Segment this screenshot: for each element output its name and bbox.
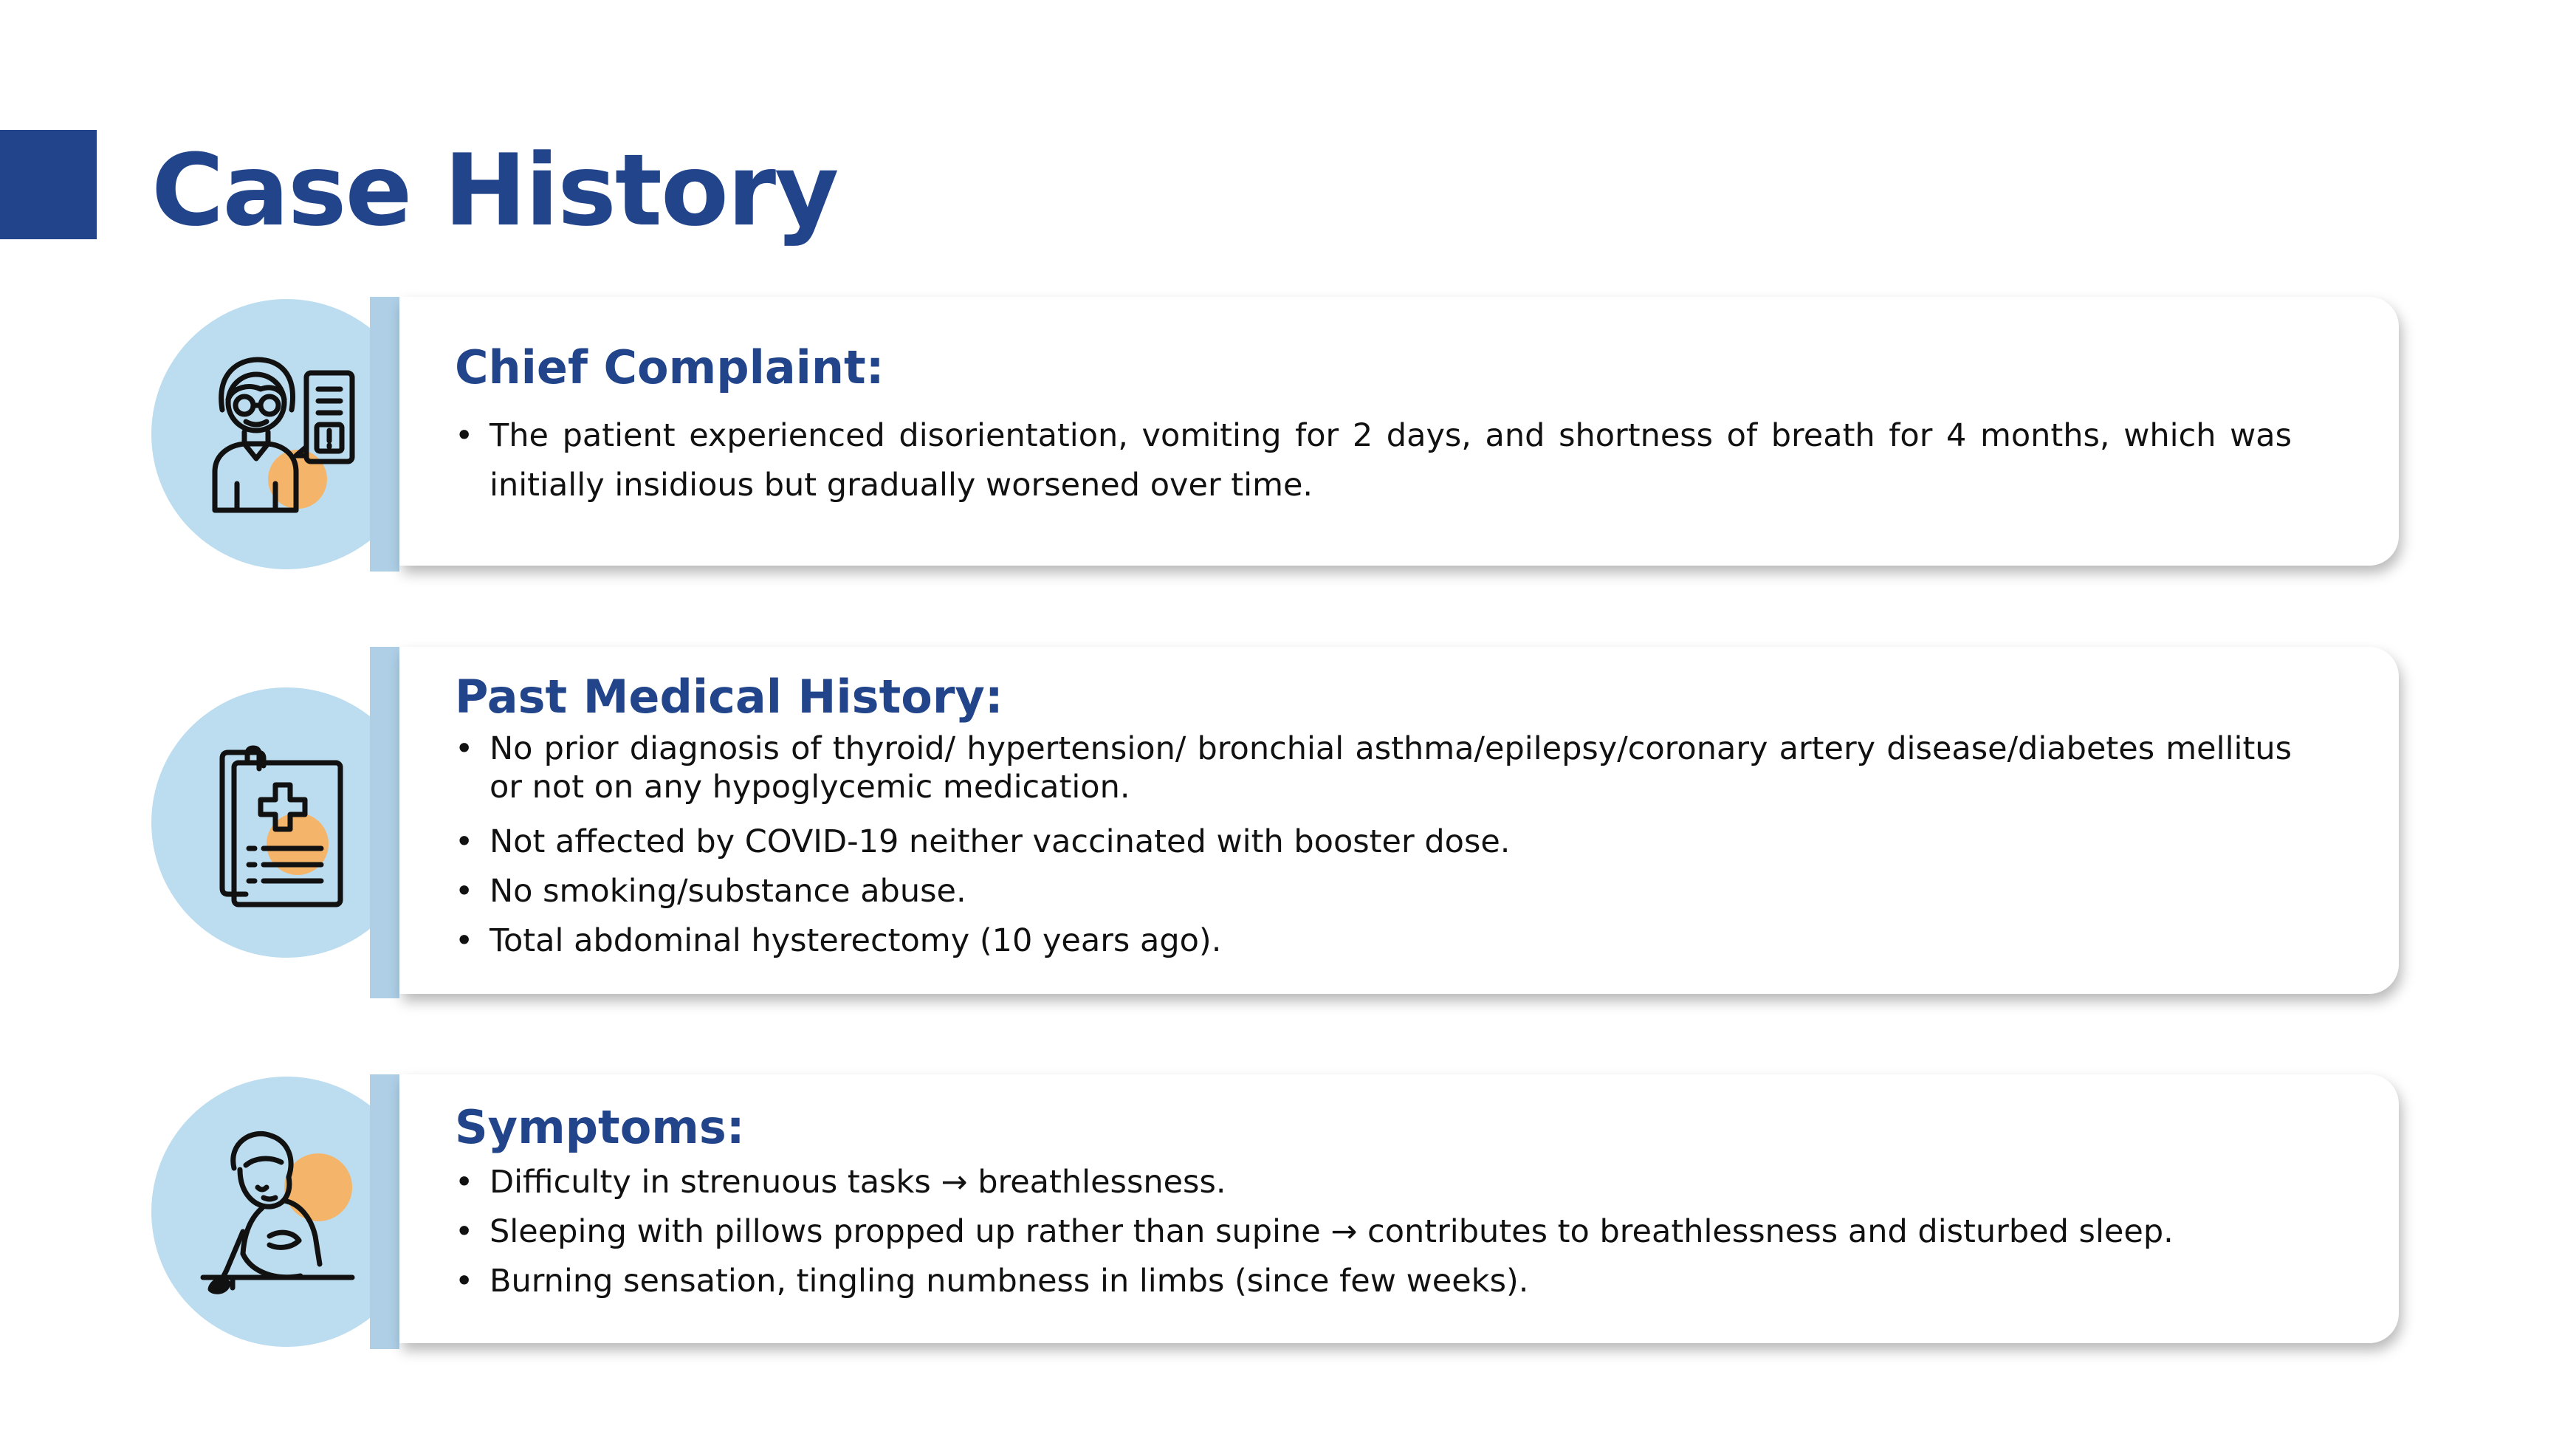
list-item: • Total abdominal hysterectomy (10 years ago). [455,916,2292,966]
card-accent-strip [370,297,399,572]
bullet-dot-icon: • [455,873,474,910]
bullet-list [455,411,2292,510]
card-accent-strip [370,647,399,998]
bullet-dot-icon: • [455,730,474,767]
list-item: • No smoking/substance abuse. [455,867,2292,916]
section-title: Chief Complaint: [455,340,885,394]
bullet-dot-icon: • [455,823,474,860]
bullet-list [455,730,2292,966]
bullet-dot-icon: • [455,922,474,959]
title-accent-block [0,130,97,239]
bullet-dot-icon: • [455,1164,474,1201]
page-title: Case History [151,133,838,248]
chief-complaint-section [151,297,2403,572]
past-medical-history-section [151,647,2403,998]
section-title: Past Medical History: [455,670,1003,724]
chief-complaint-card [399,297,2399,566]
list-item: • Not affected by COVID-19 neither vaccinated with booster dose. [455,817,2292,867]
list-item: • Burning sensation, tingling numbness in limbs (since few weeks). [455,1257,2292,1306]
list-item: • No prior diagnosis of thyroid/ hypertension/ bronchial asthma/epilepsy/coronary artery disease/diabetes mellitus or not on any hypoglycemic medication. [455,730,2292,806]
symptoms-card [399,1074,2399,1343]
section-title: Symptoms: [455,1100,745,1154]
bullet-dot-icon: • [455,1263,474,1300]
bullet-dot-icon: • [455,417,474,454]
past-medical-history-card [399,647,2399,994]
list-item: • Sleeping with pillows propped up rather than supine → contributes to breathlessness and disturbed sleep. [455,1207,2292,1257]
symptoms-section [151,1074,2403,1349]
card-accent-strip [370,1074,399,1349]
list-item: • Difficulty in strenuous tasks → breathlessness. [455,1158,2292,1207]
bullet-list [455,1158,2292,1306]
bullet-dot-icon: • [455,1213,474,1250]
list-item: • The patient experienced disorientation, vomiting for 2 days, and shortness of breath for 4 months, which was initially insidious but gradually worsened over time. [455,411,2292,510]
